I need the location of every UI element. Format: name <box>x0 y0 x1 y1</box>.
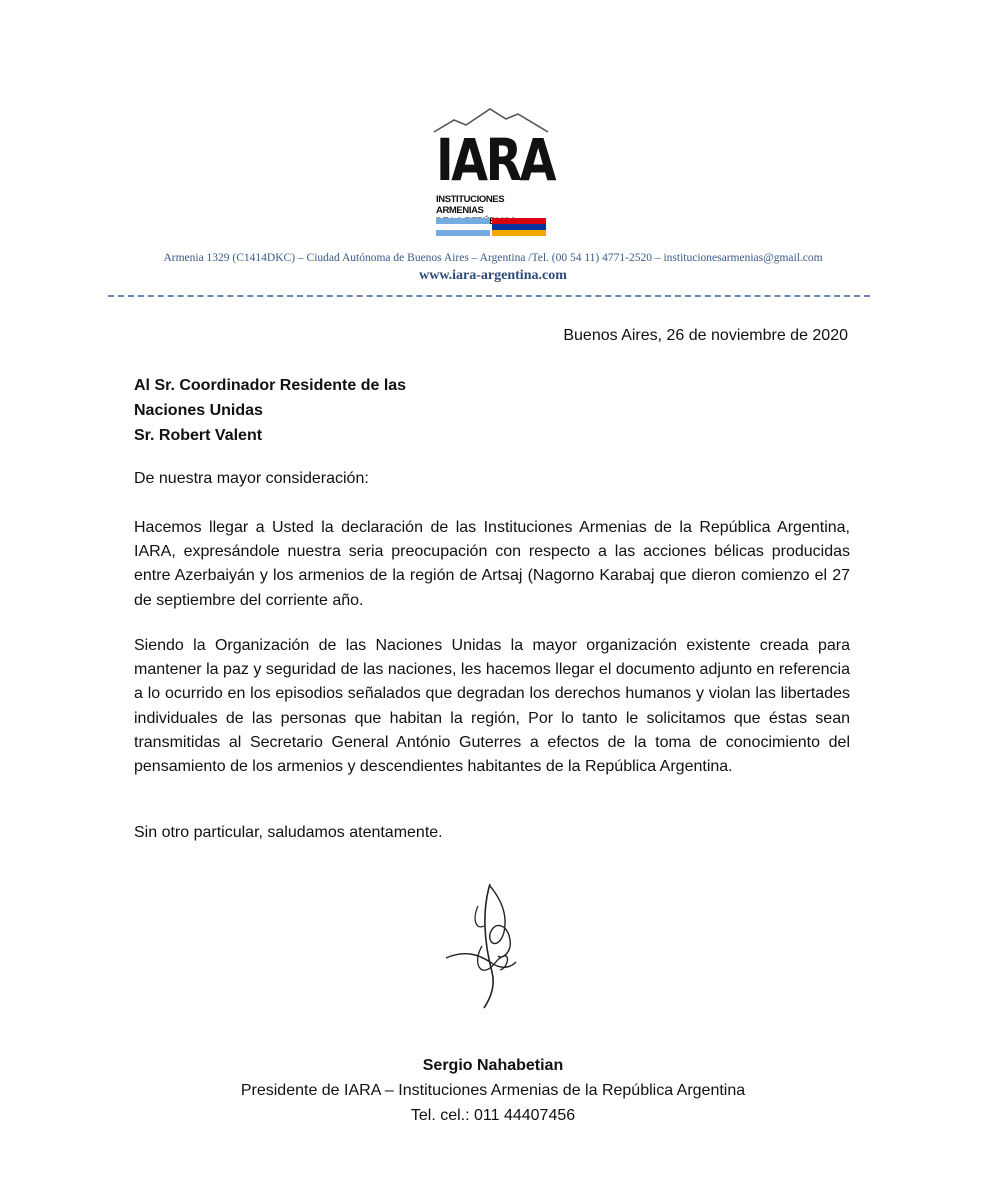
letterhead-address: Armenia 1329 (C1414DKC) – Ciudad Autónoma de Buenos Aires – Argentina /Tel. (00 54 11) 4771-2520 – institucionesarmenias@gmail.com <box>163 252 823 264</box>
recipient-line: Naciones Unidas <box>134 402 263 419</box>
logo-subtitle-line2: REPÚBLICA <box>464 216 516 227</box>
letterhead-divider <box>108 295 870 297</box>
handwritten-signature <box>438 880 538 1010</box>
signer-title: Presidente de IARA – Instituciones Armenias de la República Argentina <box>240 1082 746 1099</box>
signer-phone: Tel. cel.: 011 44407456 <box>410 1107 576 1124</box>
recipient-line: Al Sr. Coordinador Residente de las <box>134 377 407 394</box>
body-paragraph-2: Siendo la Organización de las Naciones Unidas la mayor organización existente creada para mantener la paz y seguridad de las naciones, les hacemos llegar el documento adjunto en referencia a lo ocurrido en los episodios señalados que degradan los derechos humanos y violan las libertades individuales de las personas que habitan la región, Por lo tanto le solicitamos que éstas sean transmitidas al Secretario General António Guterres a efectos de la toma de conocimiento del pensamiento de los armenios y descendientes habitantes de la República Argentina. <box>134 637 850 776</box>
logo-word: IARA <box>436 126 555 194</box>
salutation: De nuestra mayor consideración: <box>134 470 369 487</box>
armenia-flag-icon <box>492 218 546 236</box>
body-paragraph-1: Hacemos llegar a Usted la declaración de las Instituciones Armenias de la República Argentina, IARA, expresándole nuestra seria preocupación con respecto a las acciones bélicas producidas entre Azerbaiyán y los armenios de la región de Artsaj (Nagorno Karabaj que dieron comienzo el 27 de septiembre del corriente año. <box>134 519 850 609</box>
iara-logo <box>432 106 555 236</box>
argentina-flag-icon <box>436 218 490 236</box>
closing-line: Sin otro particular, saludamos atentamente. <box>134 824 443 841</box>
logo-subtitle-line1: INSTITUCIONES ARMENIAS <box>436 194 505 216</box>
letterhead-website: www.iara-argentina.com <box>419 268 567 283</box>
recipient-line: Sr. Robert Valent <box>134 427 263 444</box>
recipient-block <box>134 373 406 448</box>
letter-date: Buenos Aires, 26 de noviembre de 2020 <box>563 327 848 344</box>
signer-name: Sergio Nahabetian <box>422 1057 564 1074</box>
signer-block <box>0 1053 986 1128</box>
